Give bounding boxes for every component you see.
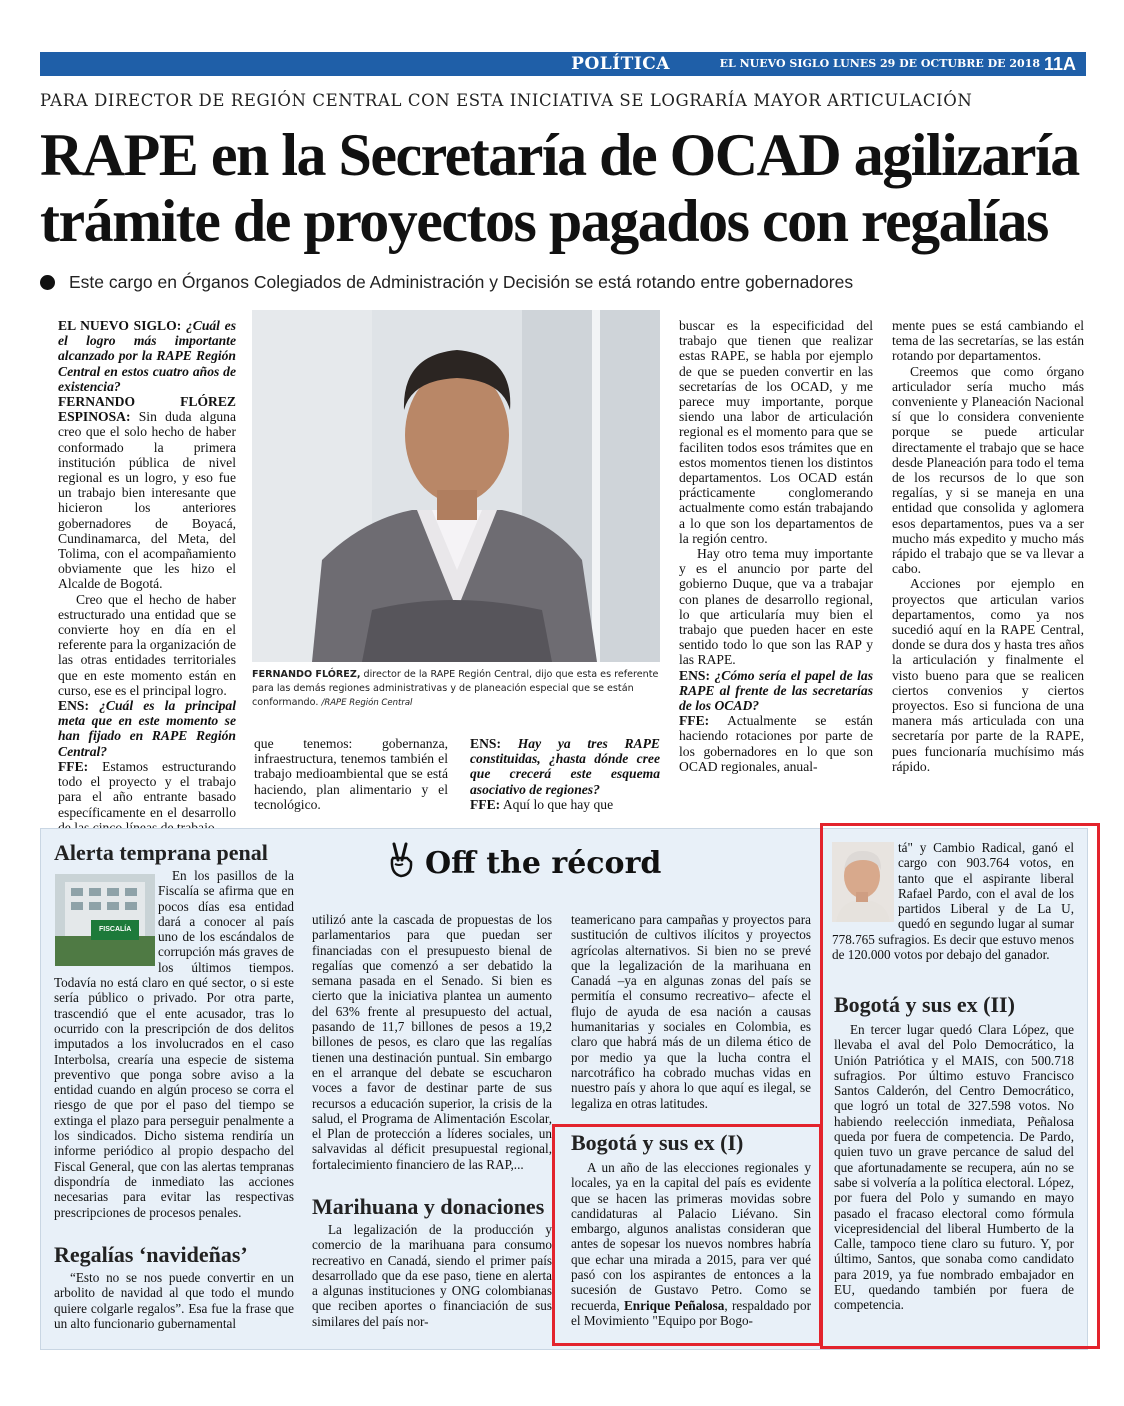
headline-line-2: trámite de proyectos pagados con regalías [40, 188, 1048, 254]
question-2: ¿Cuál es la principal meta que en este momento se han fijado en RAPE Región Central? [58, 698, 236, 759]
column-5-paragraph-3: Acciones por ejemplo en proyectos que articulan varios departamentos, como ya nos sucedió aquí en la RAPE Central, donde se dura dos y hasta tres años la articulación y finalmente el visto bueno para que se realicen ciertos convenios y ciertos proyectos. Eso si funciona de una manera más articulada con una secretaría por parte de la RAPE, pues funcionaría muchísimo más rápido. [892, 576, 1084, 774]
headline-line-1: RAPE en la Secretaría de OCAD agilizaría [40, 122, 1079, 188]
penalosa-name: Enrique Peñalosa [624, 1297, 725, 1313]
caption-name: FERNANDO FLÓREZ, [252, 669, 361, 680]
answer-3: Aquí lo que hay que [502, 796, 614, 812]
interviewee-label: FFE: [470, 796, 501, 812]
interviewer-label: ENS: [679, 667, 710, 683]
article-column-3 [470, 736, 660, 812]
portrait-photo [252, 310, 660, 662]
interviewee-label: FFE: [58, 758, 89, 774]
alerta-heading: Alerta temprana penal [54, 840, 268, 865]
column-5-paragraph-1: mente pues se está cambiando el tema de las secretarías, se las están rotando por departamentos. [892, 318, 1084, 364]
marihuana-paragraph: La legalización de la producción y comercio de la marihuana para consumo recreativo en Canadá, siendo el primer país desarrollado que da ese paso, tiene en alerta a algunas instituciones y ONG colombianas que reciben aportes o financiación de sus similares del país nor- [312, 1222, 552, 1329]
subheadline-text: Este cargo en Órganos Colegiados de Administración y Decisión se está rotando entre gobernadores [69, 272, 854, 292]
headline [40, 122, 1100, 254]
regalias-heading: Regalías ‘navideñas’ [54, 1242, 248, 1267]
marihuana-continuation [571, 912, 811, 1111]
article-column-5 [892, 318, 1084, 774]
photo-float-spacer [54, 868, 158, 968]
photo-caption [252, 668, 662, 710]
regalias-text [54, 1270, 294, 1331]
interviewer-label: EL NUEVO SIGLO: [58, 318, 182, 333]
column-4-paragraph-1: buscar es la especificidad del trabajo que tienen que realizar estas RAPE, se habla por ejemplo de que se pueden convertir en las secretarías de los OCAD, y me parece muy importante, porque siendo una labor de articulación regional es el momento para que se faciliten todos esos trámites que en estos momentos tienen los distintos departamentos. Los OCAD están prácticamente conglomerando actualmente como están trabajando a lo que son los departamentos de la región centro. [679, 318, 873, 546]
answer-2: Estamos estructurando todo el proyecto y el trabajo para el año entrante basado específicamente en el desarrollo [58, 758, 236, 820]
page-number: 11A [1044, 54, 1077, 74]
bogota-ii-paragraph: En tercer lugar quedó Clara López, que llevaba el aval del Polo Democrático, la Unión Patriótica y el MAIS, con 500.718 sufragios. Por último estuvo Francisco Santos Calderón, del Centro Democrático, que logró un total de 327.598 votos. No habiendo reelección inmediata, Peñalosa queda por fuera de competencia. De Pardo, quien tuvo un grave percance de salud del que afortunadamente se recupera, aún no se sabe si volvería a la política electoral. López, por fuera del Polo y sumando en mayo pasado el fracaso electoral como fórmula vicepresidencial del liberal Humberto de la Calle, tampoco tiene claro su futuro. Y, por último, Santos, que sonaba como candidato para 2019, ya fue nombrado embajador en EU, quedando también por fuera de competencia. [834, 1022, 1074, 1313]
marihuana-continuation-paragraph: teamericano para campañas y proyectos para sustitución de cultivos ilícitos y proyectos agrícolas alternativos. Si bien no se prevé que la legalización de la marihuana en Canadá –ya en algunas zonas del país se permitía el consumo recreativo– afecte el flujo de ayuda de esa nación a causas humanitarias y sociales en Colombia, es claro que habrá más de un dilema ético de por medio ya que la lucha contra el narcotráfico ha cobrado muchas vidas en nuestro país y ahora lo que aquí es ilegal, se legaliza en otras latitudes. [571, 912, 811, 1111]
question-3: Hay ya tres RAPE constituidas, ¿hasta dónde cree que crecerá este esquema asociativo de regiones? [470, 736, 660, 797]
interviewer-label: ENS: [470, 736, 501, 751]
caption-credit: /RAPE Región Central [321, 698, 413, 708]
article-column-4 [679, 318, 873, 774]
bogota-ii-heading: Bogotá y sus ex (II) [834, 992, 1015, 1017]
answer-4: Actualmente se están haciendo rotaciones por parte de los gobernadores en lo que son OCAD regionales, anual- [679, 713, 873, 774]
section-label: POLÍTICA [571, 54, 670, 74]
marihuana-text [312, 1222, 552, 1329]
column-4-paragraph-2: Hay otro tema muy importante y es el anuncio por parte del gobierno Duque, que va a trabajar con planes de desarrollo regional, lo que articularía muy bien el trabajo que pueden hacer en este sentido todo lo que son las RAP y las RAPE. [679, 546, 873, 668]
article-column-1 [58, 318, 236, 835]
peace-hand-icon [385, 842, 417, 878]
regalias-continuation-paragraph: utilizó ante la cascada de propuestas de los parlamentarios para que puedan ser financiadas con el presupuesto bienal de regalías que comenzó a ser debatido la semana pasada en el Senado. Si bien es cierto que la iniciativa plantea un aumento del 63% frente al presupuesto del actual, pasando de 11,7 billones de pesos a 19,2 billones de pesos, es claro que las regalías tienen una destinación puntual. Sin embargo en el arranque del debate se escucharon voces a favor de destinar parte de sus recursos a educación superior, la crisis de la salud, el Programa de Alimentación Escolar, el Plan de protección a líderes sociales, un salvavidas al déficit presupuestal regional, fortalecimiento financiero de las RAP,... [312, 912, 552, 1172]
subheadline [40, 272, 1100, 293]
column-2-text: que tenemos: gobernanza, infraestructura, tenemos también el trabajo medioambiental que se está haciendo, plan alimentario y el tecnológico. [254, 736, 448, 812]
bogota-i-continuation [832, 840, 1074, 962]
portrait-illustration [252, 310, 660, 662]
bogota-i-heading: Bogotá y sus ex (I) [571, 1130, 744, 1155]
photo-float-spacer [832, 840, 898, 924]
fiscalia-sign: FISCALÍA [99, 926, 132, 933]
off-the-record-title [385, 842, 661, 886]
alerta-text [54, 868, 294, 1220]
interviewee-label: FFE: [679, 713, 710, 729]
kicker: PARA DIRECTOR DE REGIÓN CENTRAL CON ESTA INICIATIVA SE LOGRARÍA MAYOR ARTICULACIÓN [40, 91, 973, 110]
marihuana-heading: Marihuana y donaciones [312, 1194, 545, 1219]
caption-text: director de la RAPE Región Central, dijo que esta es referente para las demás regiones administrativas y de planeación especial que se están conformando. [252, 669, 659, 708]
bogota-i-paragraph: A un año de las elecciones regionales y locales, ya en la capital del país es evidente que se hacen las primeras movidas sobre candidaturas al Palacio Liévano. Sin embargo, algunos analistas consideran que antes de sopesar los nuevos nombres habría que echar una mirada a 2015, para ver qué pasó con los aspirantes de entonces a la sucesión de Gustavo Petro. Como se recuerda, [571, 1160, 811, 1313]
off-the-record-label: Off the récord [425, 846, 662, 881]
answer-1-paragraph-2: Creo que el hecho de haber estructurado una entidad que se convierte hoy en día en el referente para la organización de las otras entidades territoriales que en este momento están en curso, ese es el principal logro. [58, 591, 236, 698]
alerta-paragraph: En los pasillos de la Fiscalía se afirma que en pocos días esa entidad dará a conocer al país uno de los escándalos de corrupción más graves de los últimos tiempos. Todavía no está claro en qué sector, o si este sería público o privado. Por otra parte, trascendió que el ente acusador, tras lo ocurrido con la prescripción de dos delitos imputados a los involucrados en el caso Interbolsa, crearía una especie de sistema preventivo que ponga sobre aviso a la entidad cuando en algún proceso se corra el riesgo de que por el paso del tiempo se extinga el plazo para perseguir penalmente a los sindicados. Dicho sistema rendiría un informe periódico al propio despacho del Fiscal General, que con las alertas tempranas dispondría de inmediato las acciones necesarias para evitar las respectivas prescripciones de procesos penales. [54, 868, 294, 1220]
article-column-2 [254, 736, 448, 812]
bullet-icon [40, 275, 55, 290]
bogota-i-continuation-paragraph: tá" y Cambio Radical, ganó el cargo con 903.764 votos, en tanto que el aspirante liberal Rafael Pardo, con el aval de los partidos Liberal y de La U, quedó en segundo lugar al sumar 778.765 sufragios. Es decir que estuvo menos de 120.000 votos por debajo del ganador. [832, 840, 1074, 963]
bogota-i-text [571, 1160, 811, 1328]
regalias-paragraph: “Esto no se nos puede convertir en un arbolito de navidad al que todo el mundo quiere colgarle regalos”. Esa fue la frase que un alto funcionario gubernamental [54, 1270, 294, 1331]
bogota-ii-text [834, 1022, 1074, 1313]
answer-1: Sin duda alguna creo que el solo hecho de haber conformado la primera institución pública de nivel regional es un logro, y eso fue un trabajo bien interesante que hicieron los anteriores gobernadores de Boyacá, Cundinamarca, del Meta, del Tolima, con el acompañamiento obviamente que les hizo el Alcalde de Bogotá. [58, 409, 236, 592]
masthead-date: EL NUEVO SIGLO LUNES 29 DE OCTUBRE DE 2018 [719, 57, 1040, 70]
interviewee-label: FERNANDO FLÓREZ ESPINOSA: [58, 394, 236, 425]
column-5-paragraph-2: Creemos que como órgano articulador sería mucho más conveniente y Planeación Nacional sí que lo considera conveniente porque se puede articular directamente el trabajo que se hace desde Planeación para todo el tema de los recursos de lo que son regalías, y si se maneja en una entidad que consolida y aglomera esos departamentos, pues va a ser mucho más expedito y mucho más rápido el trabajo que se va llevar a cabo. [892, 363, 1084, 577]
interviewer-label: ENS: [58, 698, 89, 714]
question-4: ¿Cómo sería el papel de las RAPE al frente de las secretarías de los OCAD? [679, 667, 873, 714]
regalias-continuation [312, 912, 552, 1172]
question-1: ¿Cuál es el logro más importante alcanzado por la RAPE Región Central en estos cuatro años de existencia? [58, 318, 236, 394]
bogota-i-paragraph-end: , respaldado por el Movimiento "Equipo por Bogo- [571, 1297, 811, 1328]
